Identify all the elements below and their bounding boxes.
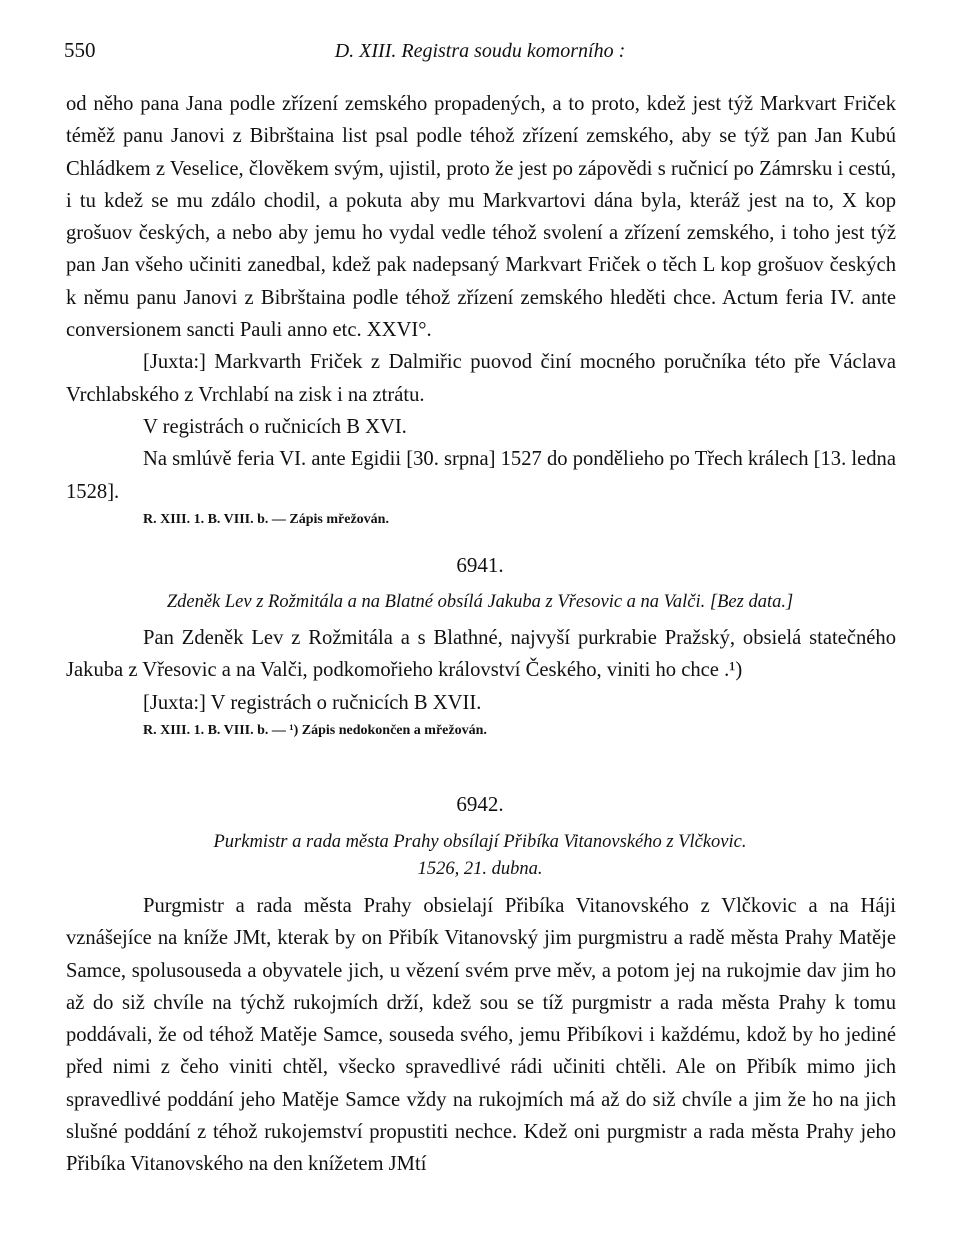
source-note: R. XIII. 1. B. VIII. b. — ¹) Zápis nedokončen a mřežován. bbox=[143, 722, 487, 738]
paragraph: Purgmistr a rada města Prahy obsielají Přibíka Vitanovského z Vlčkovic a na Háji vznášejíce na kníže JMt, kterak by on Přibík Vitanovský jim purgmistru a radě města Prahy Matěje Samce, spolusouseda a obyvatele jich, u vězení svém prve měv, a potom jej na rukojmie dav jim ho až do siž chvíle na týchž rukojmích drží, kdež sou se tíž purgmistr a rada města Prahy k tomu poddávali, že od téhož Matěje Samce, souseda svého, jemu Přibíkovi i každému, kdož by ho jediné před nimi z čeho viniti chtěl, všecko spravedlivé rádi učiniti chtěli. Ale on Přibík mimo jich spravedlivé poddání jeho Matěje Samce vždy na rukojmích má až do siž chvíle a jim že ho na jich slušné poddání z téhož rukojemství propustiti nechce. Kdež oni purgmistr a rada města Prahy jeho Přibíka Vitanovského na den knížetem JMtí bbox=[66, 895, 896, 1176]
entry-date: 1526, 21. dubna. bbox=[417, 859, 543, 879]
paragraph: od něho pana Jana podle zřízení zemského propadených, a to proto, kdež jest týž Markvart Friček téměž panu Janovi z Bibrštaina list psal podle téhož zřízení zemského, aby se týž pan Jan Kubú Chládkem z Veselice, člověkem svým, ujistil, proto že jest po zápovědi s ručnicí po Zámrsku i cestú, i tu kdež se mu zdálo chodil, a pokuta aby mu Markvartovi dána byla, kteráž jest na to, X kop grošuov českých, a nebo aby jemu ho vydal vedle téhož svolení a zřízení zemského, i toho jest týž pan Jan všeho učiniti zanedbal, kdež pak nadepsaný Markvart Friček o těch L kop grošuov českých k němu panu Janovi z Bibrštaina podle téhož zřízení zemského hleděti chce. Actum feria IV. ante conversionem sancti Pauli anno etc. XXVI°. bbox=[66, 93, 896, 342]
continued-entry bbox=[66, 88, 896, 531]
page-header bbox=[64, 38, 896, 68]
entry-number: 6941. bbox=[456, 553, 504, 577]
paragraph: Pan Zdeněk Lev z Rožmitála a s Blathné, najvyší purkrabie Pražský, obsielá statečného Jakuba z Vřesovic a na Valči, podkomořieho království Českého, viniti ho chce .¹) bbox=[66, 627, 896, 682]
paragraph: [Juxta:] Markvarth Friček z Dalmiřic puovod činí mocného poručníka této pře Václava Vrchlabského z Vrchlabí na zisk i na ztrátu. bbox=[66, 351, 896, 406]
paragraph: Na smlúvě feria VI. ante Egidii [30. srpna] 1527 do pondělieho po Třech králech [13. ledna 1528]. bbox=[66, 448, 896, 503]
entry-title: Purkmistr a rada města Prahy obsílají Přibíka Vitanovského z Vlčkovic. bbox=[213, 832, 747, 852]
source-note: R. XIII. 1. B. VIII. b. — Zápis mřežován. bbox=[143, 511, 389, 527]
entry-title: Zdeněk Lev z Rožmitála a na Blatné obsílá Jakuba z Vřesovic a na Valči. [Bez data.] bbox=[166, 592, 794, 612]
running-head: D. XIII. Registra soudu komorního : bbox=[334, 40, 626, 62]
entry-body bbox=[66, 622, 896, 742]
paragraph: V registrách o ručnicích B XVI. bbox=[143, 415, 407, 438]
paragraph: [Juxta:] V registrách o ručnicích B XVII. bbox=[143, 691, 482, 714]
page-number: 550 bbox=[64, 38, 96, 62]
entry-body bbox=[66, 890, 896, 1181]
entry-number: 6942. bbox=[456, 792, 504, 816]
